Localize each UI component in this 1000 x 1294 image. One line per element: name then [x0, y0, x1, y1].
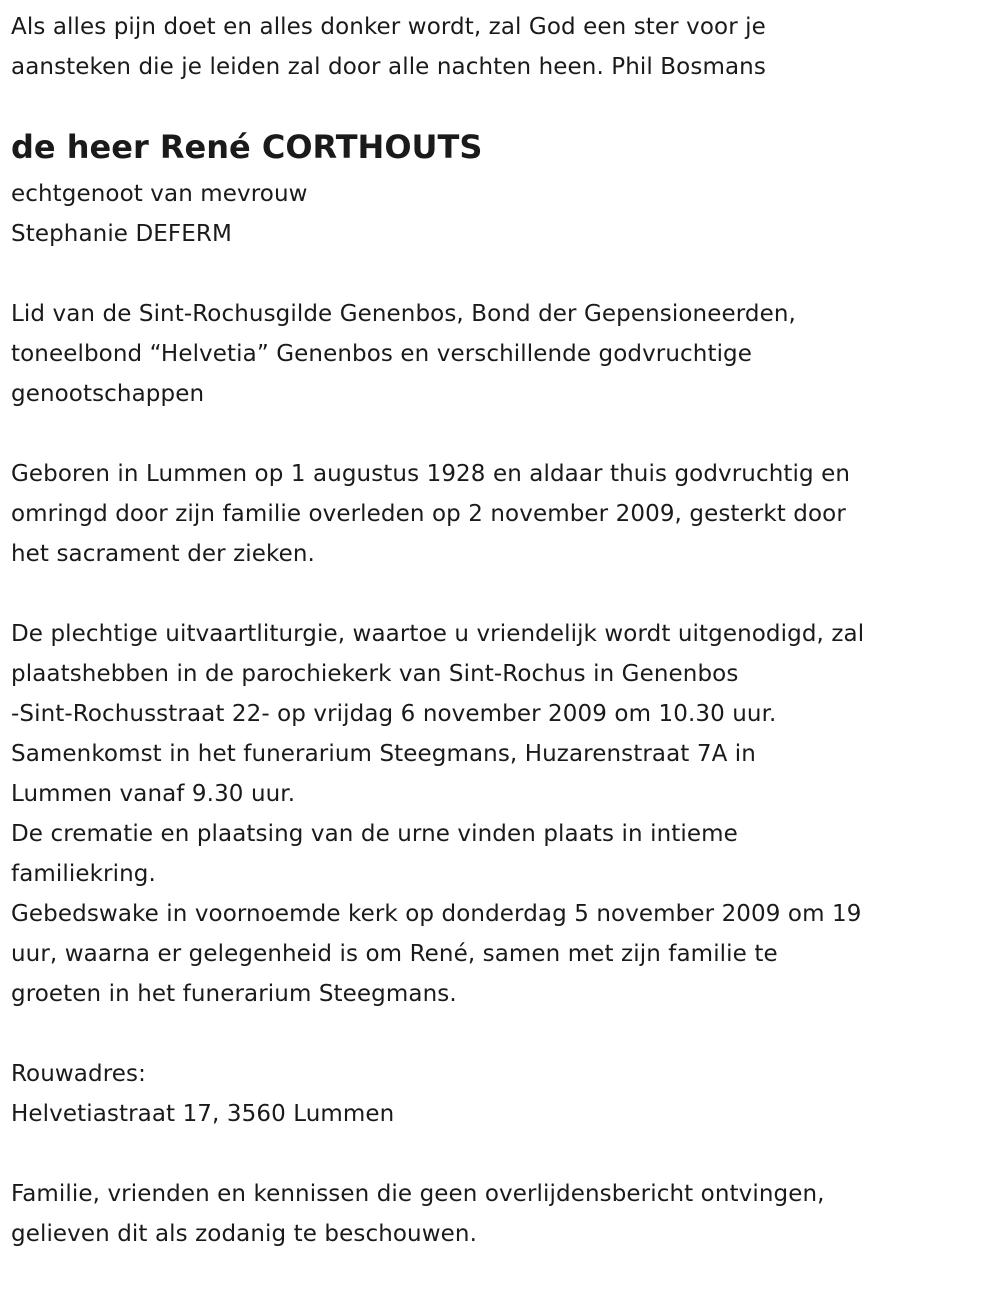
spouse-paragraph: [11, 174, 1000, 254]
birth-death-paragraph: [11, 454, 1000, 574]
text-line: Als alles pijn doet en alles donker wordt, zal God een ster voor je: [11, 14, 766, 40]
text-line: genootschappen: [11, 381, 205, 407]
closing-paragraph: [11, 1174, 1000, 1254]
membership-paragraph: [11, 294, 1000, 414]
text-line: plaatshebben in de parochiekerk van Sint-Rochus in Genenbos: [11, 661, 739, 687]
text-line: De plechtige uitvaartliturgie, waartoe u vriendelijk wordt uitgenodigd, zal: [11, 621, 865, 647]
text-line: Rouwadres:: [11, 1061, 146, 1087]
text-line: Gebedswake in voornoemde kerk op donderdag 5 november 2009 om 19: [11, 901, 862, 927]
text-line: Familie, vrienden en kennissen die geen overlijdensbericht ontvingen,: [11, 1181, 825, 1207]
text-line: echtgenoot van mevrouw: [11, 181, 308, 207]
quote-paragraph: [11, 7, 1000, 87]
text-line: Helvetiastraat 17, 3560 Lummen: [11, 1101, 395, 1127]
obituary-document: [11, 7, 1000, 1294]
text-line: groeten in het funerarium Steegmans.: [11, 981, 457, 1007]
text-line: -Sint-Rochusstraat 22- op vrijdag 6 november 2009 om 10.30 uur.: [11, 701, 777, 727]
ceremony-paragraph: [11, 614, 1000, 1014]
text-line: toneelbond “Helvetia” Genenbos en verschillende godvruchtige: [11, 341, 753, 367]
text-line: De crematie en plaatsing van de urne vinden plaats in intieme: [11, 821, 738, 847]
text-line: aansteken die je leiden zal door alle nachten heen. Phil Bosmans: [11, 54, 766, 80]
address-paragraph: [11, 1054, 1000, 1134]
text-line: Stephanie DEFERM: [11, 221, 232, 247]
text-line: Geboren in Lummen op 1 augustus 1928 en aldaar thuis godvruchtig en: [11, 461, 851, 487]
text-line: Lid van de Sint-Rochusgilde Genenbos, Bond der Gepensioneerden,: [11, 301, 796, 327]
deceased-name-heading: de heer René CORTHOUTS: [11, 128, 483, 166]
text-line: uur, waarna er gelegenheid is om René, samen met zijn familie te: [11, 941, 778, 967]
text-line: omringd door zijn familie overleden op 2 november 2009, gesterkt door: [11, 501, 846, 527]
text-line: Samenkomst in het funerarium Steegmans, Huzarenstraat 7A in: [11, 741, 756, 767]
text-line: gelieven dit als zodanig te beschouwen.: [11, 1221, 477, 1247]
text-line: Lummen vanaf 9.30 uur.: [11, 781, 296, 807]
text-line: het sacrament der zieken.: [11, 541, 315, 567]
text-line: familiekring.: [11, 861, 156, 887]
